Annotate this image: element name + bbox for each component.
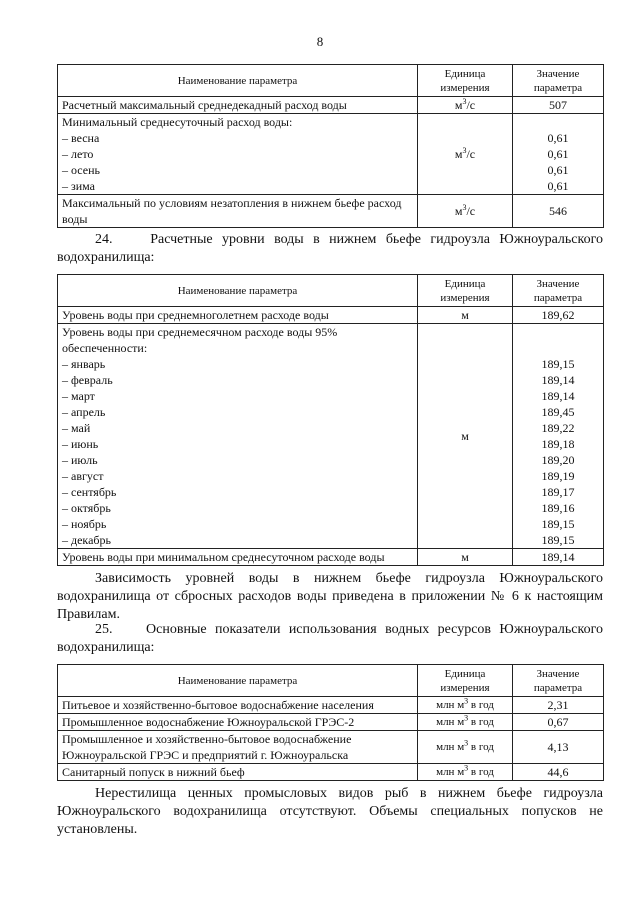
table-row <box>58 97 604 114</box>
table-row <box>58 714 604 731</box>
row-name: Минимальный среднесуточный расход воды: – весна – лето – осень – зима <box>58 114 418 195</box>
row-name: Промышленное и хозяйственно-бытовое водоснабжение Южноуральской ГРЭС и предприятий г. Южноуральска <box>58 731 418 764</box>
row-name: Санитарный попуск в нижний бьеф <box>58 764 418 781</box>
table-row <box>58 324 604 549</box>
header-value: Значение параметра <box>513 275 604 307</box>
header-name: Наименование параметра <box>58 65 418 97</box>
row-name: Питьевое и хозяйственно-бытовое водоснабжение населения <box>58 697 418 714</box>
header-name: Наименование параметра <box>58 275 418 307</box>
table-discharge <box>57 64 604 228</box>
row-name: Промышленное водоснабжение Южноуральской ГРЭС-2 <box>58 714 418 731</box>
row-unit: млн $м^3$ в год <box>418 714 513 731</box>
table-header <box>58 275 604 307</box>
paragraph-24: 24. Расчетные уровни воды в нижнем бьефе гидроузла Южноуральского водохранилища: <box>57 232 603 265</box>
table-row <box>58 307 604 324</box>
row-name: Уровень воды при минимальном среднесуточном расходе воды <box>58 549 418 566</box>
table-row <box>58 549 604 566</box>
header-unit: Единица измерения <box>418 275 513 307</box>
row-unit: млн $м^3$ в год <box>418 731 513 764</box>
header-name: Наименование параметра <box>58 665 418 697</box>
row-unit: млн $м^3$ в год <box>418 764 513 781</box>
header-unit: Единица измерения <box>418 65 513 97</box>
row-unit: м <box>418 307 513 324</box>
row-value: 2,31 <box>513 697 604 714</box>
table-header <box>58 665 604 697</box>
row-unit: $м^3/с$ <box>418 97 513 114</box>
table-row <box>58 764 604 781</box>
paragraph-25: 25. Основные показатели использования водных ресурсов Южноуральского водохранилища: <box>57 622 604 655</box>
header-value: Значение параметра <box>513 65 604 97</box>
table-water-use <box>57 664 604 781</box>
table-row <box>58 697 604 714</box>
page-number: 8 <box>316 34 324 49</box>
header-unit: Единица измерения <box>418 665 513 697</box>
row-value: 0,67 <box>513 714 604 731</box>
row-value: 189,62 <box>513 307 604 324</box>
row-value: 4,13 <box>513 731 604 764</box>
header-value: Значение параметра <box>513 665 604 697</box>
row-value: 189,14 <box>513 549 604 566</box>
row-value: 507 <box>513 97 604 114</box>
table-row <box>58 114 604 195</box>
table-water-levels <box>57 274 604 566</box>
row-unit: м <box>418 549 513 566</box>
row-value: 44,6 <box>513 764 604 781</box>
row-name: Уровень воды при среднемесячном расходе воды 95% обеспеченности: – январь – февраль – март – апрель – май – июнь – июль – август – сентябрь – октябрь – ноябрь – декабрь <box>58 324 418 549</box>
row-unit: $м^3/с$ <box>418 195 513 228</box>
row-unit: м <box>418 324 513 549</box>
table-row <box>58 731 604 764</box>
paragraph-final: Нерестилища ценных промысловых видов рыб в нижнем бьефе гидроузла Южноуральского водохранилища отсутствуют. Объемы специальных попусков не установлены. <box>57 786 603 837</box>
row-name: Уровень воды при среднемноголетнем расходе воды <box>58 307 418 324</box>
row-unit: млн $м^3$ в год <box>418 697 513 714</box>
row-name: Максимальный по условиям незатопления в нижнем бьефе расход воды <box>58 195 418 228</box>
paragraph-dependency: Зависимость уровней воды в нижнем бьефе гидроузла Южноуральского водохранилища от сбросных расходов воды приведена в приложении № 6 к настоящим Правилам. <box>57 571 603 622</box>
row-values: 189,15 189,14 189,14 189,45 189,22 189,18 189,20 189,19 189,17 189,16 189,15 189,15 <box>513 324 604 549</box>
row-name: Расчетный максимальный среднедекадный расход воды <box>58 97 418 114</box>
table-header <box>58 65 604 97</box>
row-values: 0,61 0,61 0,61 0,61 <box>513 114 604 195</box>
table-row <box>58 195 604 228</box>
row-value: 546 <box>513 195 604 228</box>
row-unit: $м^3/с$ <box>418 114 513 195</box>
